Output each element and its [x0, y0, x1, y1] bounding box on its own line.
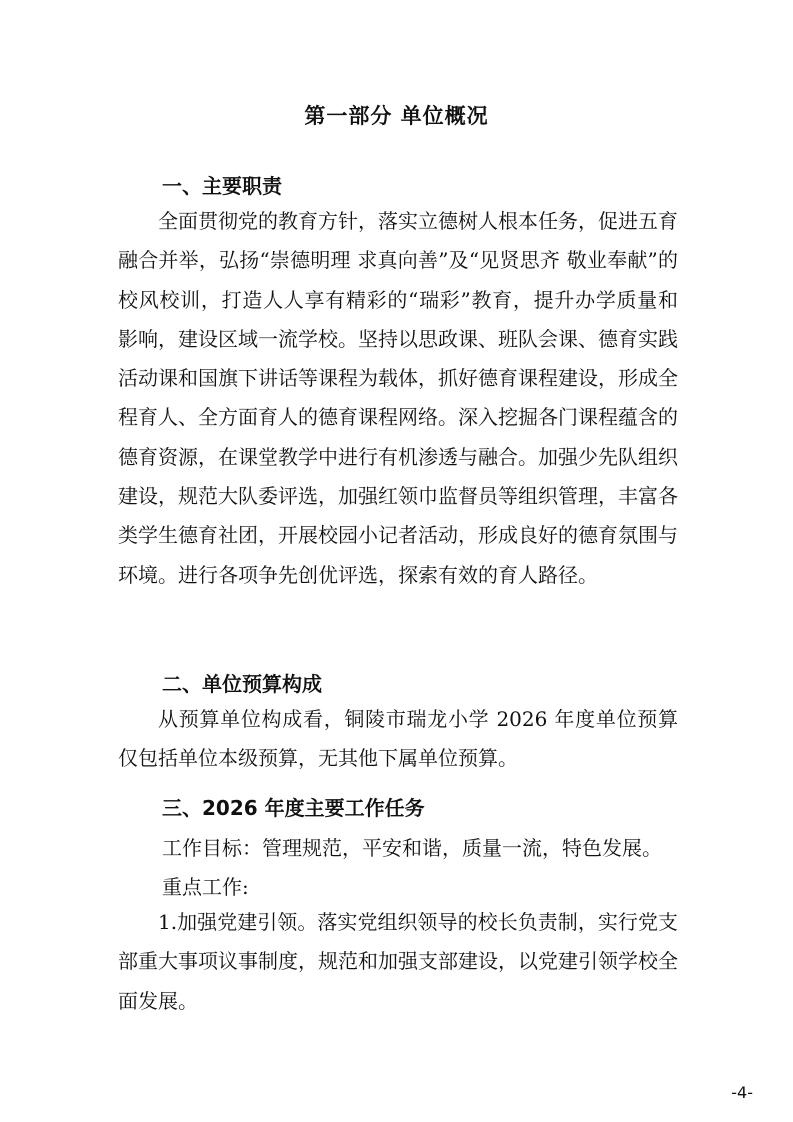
duties-paragraph: 全面贯彻党的教育方针，落实立德树人根本任务，促进五育融合并举，弘扬“崇德明理 求真向善”及“见贤思齐 敬业奉献”的校风校训，打造人人享有精彩的“瑞彩”教育，提升办学质量和影响，建设区域一流学校。坚持以思政课、班队会课、德育实践活动课和国旗下讲话等课程为载体，抓好德育课程建设，形成全程育人、全方面育人的德育课程网络。深入挖掘各门课程蕴含的德育资源，在课堂教学中进行有机渗透与融合。加强少先队组织建设，规范大队委评选，加强红领巾监督员等组织管理，丰富各类学生德育社团，开展校园小记者活动，形成良好的德育氛围与环境。进行各项争先创优评选，探索有效的育人路径。	[118, 209, 678, 587]
key-work-label: 重点工作:	[162, 875, 249, 899]
work-goal-line: 工作目标：管理规范，平安和谐，质量一流，特色发展。	[162, 836, 662, 860]
party-building-paragraph: 1.加强党建引领。落实党组织领导的校长负责制，实行党支部重大事项议事制度，规范和加强支部建设，以党建引领学校全面发展。	[118, 910, 678, 1013]
budget-structure-paragraph: 从预算单位构成看，铜陵市瑞龙小学 2026 年度单位预算仅包括单位本级预算，无其他下属单位预算。	[118, 707, 678, 771]
section-heading-duties: 一、主要职责	[162, 174, 282, 198]
section-heading-tasks: 三、2026 年度主要工作任务	[162, 796, 425, 820]
page-title: 第一部分 单位概况	[304, 104, 489, 128]
section-heading-budget-structure: 二、单位预算构成	[162, 672, 322, 696]
page-number: -4-	[731, 1083, 753, 1102]
